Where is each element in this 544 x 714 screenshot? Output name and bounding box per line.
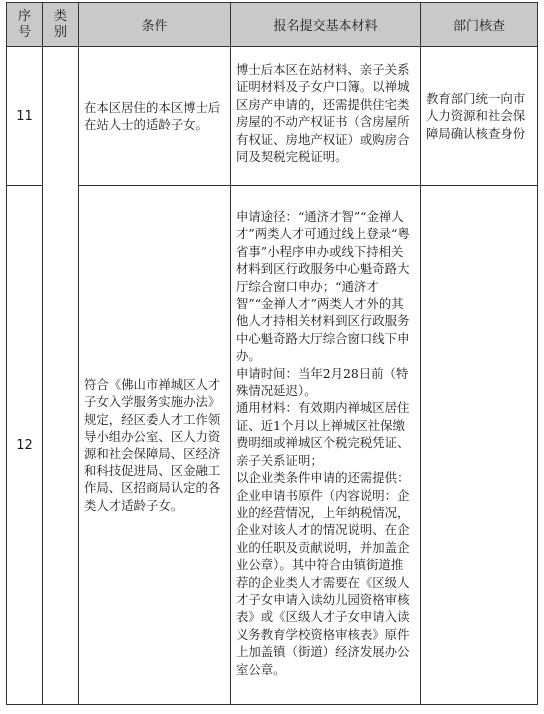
row-seq: 11 xyxy=(7,47,43,186)
header-materials: 报名提交基本材料 xyxy=(231,3,421,47)
row-materials xyxy=(231,186,421,705)
row-review xyxy=(421,186,538,705)
table-header-row xyxy=(7,3,538,47)
header-review: 部门核查 xyxy=(421,3,538,47)
row-category xyxy=(43,47,79,705)
header-category: 类 别 xyxy=(43,3,79,47)
materials-paragraph: 申请时间：当年2月28日前（特殊情况延迟）。 xyxy=(236,365,409,399)
row-seq: 12 xyxy=(7,186,43,705)
row-condition: 在本区居住的本区博士后在站人士的适龄子女。 xyxy=(79,47,231,186)
materials-paragraph: 以企业类条件申请的还需提供：企业申请书原件（内容说明：企业的经营情况，上年纳税情况，企业对该人才的情况说明、在企业的任职及贡献说明，并加盖企业公章）。其中符合由镇街道推荐的企业类人才需要在《区级人才子女申请入读幼儿园资格审核表》或《区级人才子女申请入读义务教育学校资格审核表》原件上加盖镇（街道）经济发展办公室公章。 xyxy=(236,470,410,677)
header-seq: 序 号 xyxy=(7,3,43,47)
materials-paragraph: 博士后本区在站材料、亲子关系证明材料及子女户口簿。以禅城区房产申请的，还需提供住宅类房屋的不动产权证书（含房屋所有权证、房地产权证）或购房合同及契税完税证明。 xyxy=(236,62,410,165)
row-condition: 符合《佛山市禅城区人才子女入学服务实施办法》规定，经区委人才工作领导小组办公室、区人力资源和社会保障局、区经济和科技促进局、区金融工作局、区招商局认定的各类人才适龄子女。 xyxy=(79,186,231,705)
materials-paragraph: 申请途径：“通济才智”“金禅人才”两类人才可通过线上登录“粤省事”小程序申办或线下持相关材料到区行政服务中心魁奇路大厅综合窗口申办；“通济才智”“金禅人才”两类人才外的其他人才持相关材料到区行政服务中心魁奇路大厅综合窗口线下申办。 xyxy=(236,209,410,364)
policy-table-page xyxy=(6,2,537,708)
enrollment-conditions-table xyxy=(6,2,538,705)
row-materials xyxy=(231,47,421,186)
header-condition: 条件 xyxy=(79,3,231,47)
row-review: 教育部门统一向市人力资源和社会保障局确认核查身份 xyxy=(421,47,538,186)
table-row xyxy=(7,47,538,186)
materials-paragraph: 通用材料：有效期内禅城区居住证、近1个月以上禅城区社保缴费明细或禅城区个税完税凭证、亲子关系证明； xyxy=(236,400,410,468)
table-row xyxy=(7,186,538,705)
